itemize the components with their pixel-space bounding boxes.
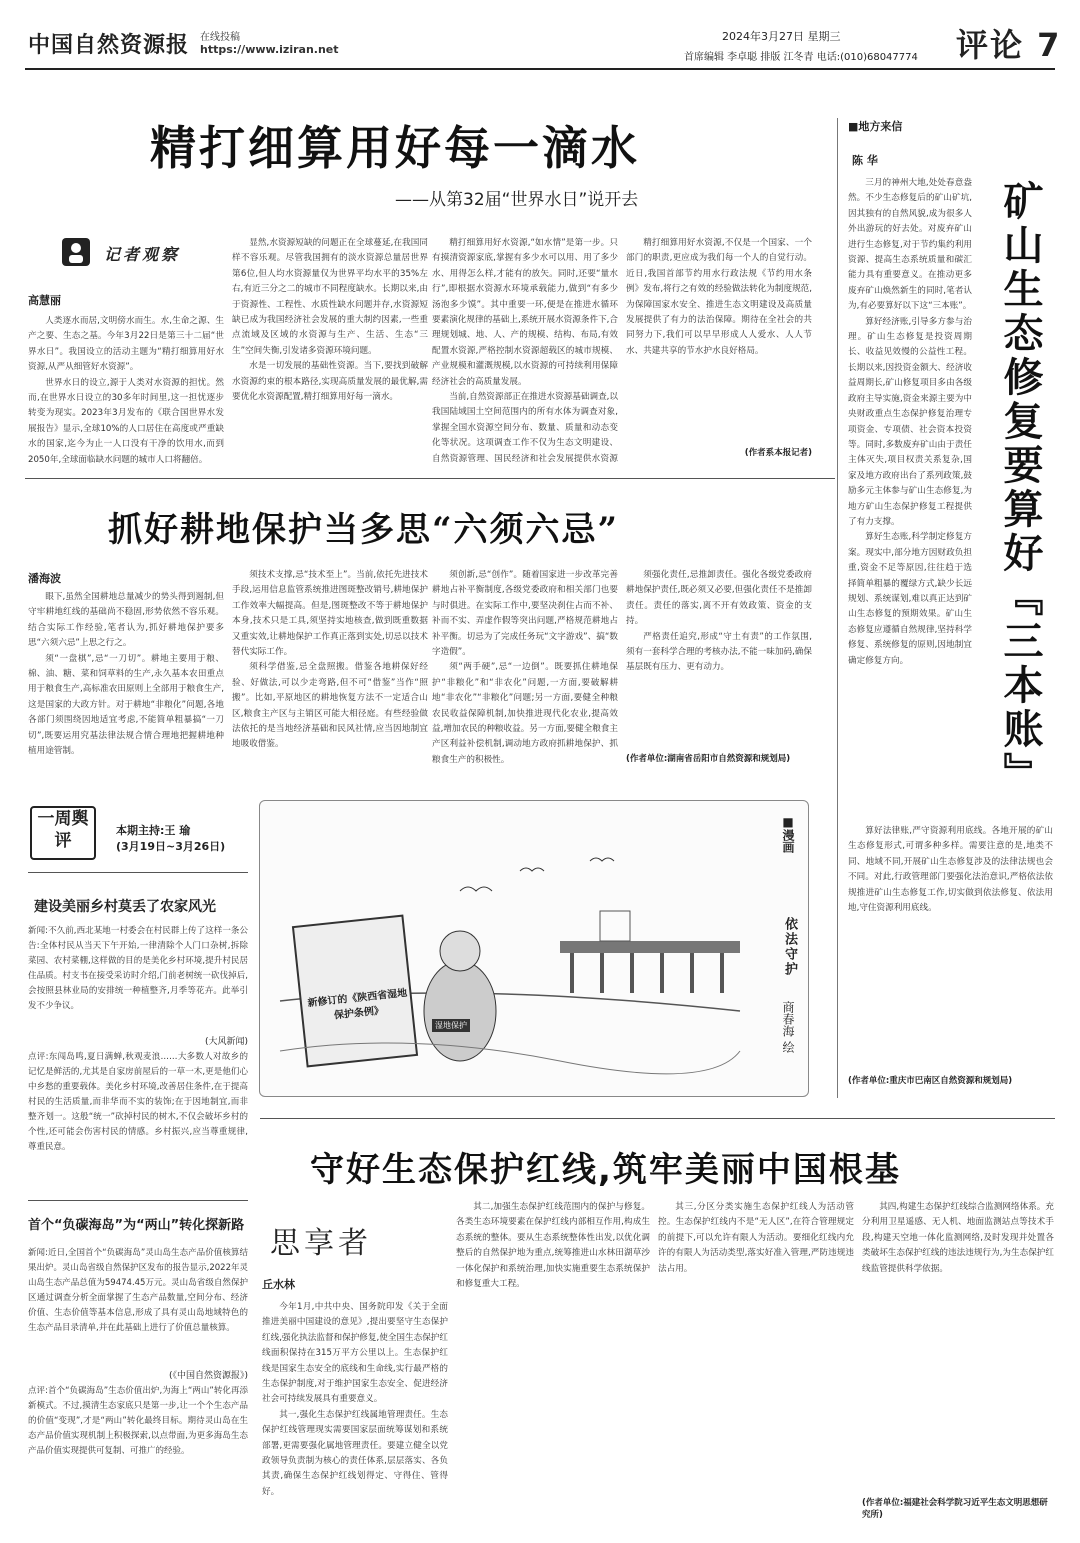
paragraph: 人类逐水而居,文明傍水而生。水,生命之源、生产之要、生态之基。今年3月22日是第三十二届“世界水日”。我国设立的活动主题为“精打细算用好水资源,从严从细管好水资源”。	[28, 316, 224, 373]
section-title: 评论 7	[956, 26, 1062, 64]
article3-col1	[262, 1300, 448, 1526]
cartoon-title: 依法守护	[782, 917, 797, 977]
sidebar-note: (作者单位:重庆市巴南区自然资源和规划局)	[848, 1076, 1013, 1086]
article2-col4	[626, 568, 812, 708]
cartoon-label: ■漫画	[781, 815, 795, 853]
paragraph: 眼下,虽然全国耕地总量减少的势头得到遏制,但守牢耕地红线的基础尚不稳固,形势依然不容乐观。结合实际工作经验,笔者认为,抓好耕地保护要多思“六须六忌”上思之行之。	[28, 592, 224, 649]
sidebar-title: 矿山生态修复要算好『三本账』	[997, 180, 1043, 796]
article3-note: (作者单位:福建社会科学院习近平生态文明思想研究所)	[862, 1498, 1048, 1520]
article3-title: 守好生态保护红线,筑牢美丽中国根基	[310, 1150, 901, 1190]
reporter-icon	[62, 238, 90, 266]
paragraph: 须科学借鉴,忌全盘照搬。借鉴各地耕保好经验、好做法,可以少走弯路,但不可“借鉴”当作“照搬”。比如,平原地区的耕地恢复方法不一定适合山区,粮食主产区与主销区可能大相径庭。有些经验做法依托的是当地经济基础和民风社情,应当因地制宜地吸收借鉴。	[232, 662, 428, 750]
article2-col1	[28, 590, 224, 790]
paragraph: 今年1月,中共中央、国务院印发《关于全面推进美丽中国建设的意见》,提出要坚守生态保护红线,强化执法监督和保护修复,使全国生态保护红线面积保持在315万平方公里以上。生态保护红线是国家生态安全的底线和生命线,实行最严格的生态保护制度,对于维护国家生态安全、促进经济社会可持续发展具有重要意义。	[262, 1302, 448, 1405]
brief1-title: 建设美丽乡村莫丢了农家风光	[34, 899, 216, 915]
article3-col2	[456, 1200, 650, 1526]
sidebar-author: 陈 华	[852, 154, 878, 167]
newspaper-name: 中国自然资源报	[28, 32, 190, 58]
brief1-comment: 点评:东闯岛鸣,夏日满蝉,秋观麦浪……大多数人对故乡的记忆是鲜活的,尤其是自家房前屋后的一草一木,更是他们心中乡愁的重要载体。美化乡村环境,改善居住条件,在于提高村民的生活质量,而非华而不实的装饰;在于因地制宜,而非整齐划一。这般“统一”砍掉村民的树木,不仅会破坏乡村的个性,还可能会伤害村民的情感。乡村振兴,应当尊重规律,尊重民意。	[28, 1052, 248, 1152]
article1-col4	[626, 236, 812, 446]
paragraph: 其一,强化生态保护红线属地管理责任。生态保护红线管理现实需要国家层面统筹谋划和系统部署,更需要强化属地管理责任。要建立健全以党政领导负责制为核心的责任体系,层层落实、各负其责,确保生态保护红线划得定、守得住、管得好。	[262, 1409, 448, 1497]
masthead-submit	[200, 32, 339, 56]
article2-title: 抓好耕地保护当多思“六须六忌”	[108, 510, 620, 550]
paragraph: 精打细算用好水资源,“如水情”是第一步。只有摸清资源家底,掌握有多少水可以用、用了多少水、用得怎么样,才能有的放矢。同时,还要“量水行”,即根据水资源水环境承载能力,做到“有多少汤泡多少馍”。其中重要一环,便是在推进水循环要素演化规律的基础上,系统开展水资源条件下,合理规划城、地、人、产的规模、结构、布局,有效配置水资源,严格控制水资源超载区的城市规模、产业规模和灌溉规模,以水资源的可持续利用保障经济社会的高质量发展。	[432, 238, 618, 387]
paragraph: 算好生态账,科学制定修复方案。现实中,部分地方因财政负担重,资金不足等原因,往往趋于选择简单粗暴的覆绿方式,缺少长远规划、系统谋划,难以真正达到矿山生态修复的预期效果。矿山生态修复应遵循自然规律,坚持科学修复、系统修复的原则,因地制宜确定修复方向。	[848, 532, 972, 666]
article3-column-label: 思享者	[270, 1226, 372, 1261]
paragraph: 当前,自然资源部正在推进水资源基础调查,以我国陆域国土空间范围内的所有水体为调查对象,掌握全国水资源空间分布、数量、质量和动态变化等状况。这项调查工作不仅为生态文明建设、自然资源管理、国民经济和社会发展提供水资源	[432, 392, 618, 464]
paragraph: 其二,加强生态保护红线范围内的保护与修复。各类生态环境要素在保护红线内部相互作用,构成生态系统的整体。要从生态系统整体性出发,以优化调整后的自然保护地为重点,统筹推进山水林田湖草沙一体化保护和系统治理,加快实施重要生态系统保护和修复重大工程。	[456, 1202, 650, 1290]
paragraph: 其三,分区分类实施生态保护红线人为活动管控。生态保护红线内不是“无人区”,在符合管理规定的前提下,可以允许有限人为活动。要细化红线内允许的有限人为活动类型,落实好准入管理,严防违规违法占用。	[658, 1202, 854, 1274]
sidebar-col-narrow	[848, 176, 972, 816]
sidebar-rule	[837, 118, 838, 1098]
article1-author: 高慧丽	[28, 294, 61, 307]
masthead-rule	[25, 68, 1055, 70]
sidebar-col-wide	[848, 824, 1053, 1070]
brief2-title: 首个“负碳海岛”为“两山”转化探新路	[28, 1218, 245, 1233]
paragraph: 须创新,忌“创作”。随着国家进一步改革完善耕地占补平衡制度,各级党委政府和相关部门也要与时俱进。在实际工作中,要坚决刹住占而不补、补而不实、弄虚作假等突出问题,严格规范耕地占补平衡。切忌为了完成任务玩“文字游戏”、搞“数字造假”。	[432, 570, 618, 658]
article2-col3	[432, 568, 618, 790]
paragraph: 须“两手硬”,忌“一边倒”。既要抓住耕地保护“非粮化”和“非农化”问题,一方面,要破解耕地“非农化”“非粮化”问题;另一方面,要健全种粮农民收益保障机制,加快推进现代化农业,提高效益,增加农民的种粮收益。另一方面,要健全粮食主产区利益补偿机制,调动地方政府抓耕地保护、抓粮食生产的积极性。	[432, 662, 618, 765]
brief1-source: (大风新闻)	[204, 1037, 248, 1047]
article1-col3	[432, 236, 618, 464]
divider	[25, 478, 835, 479]
issue-date: 2024年3月27日 星期三	[722, 30, 841, 43]
divider	[28, 1200, 248, 1201]
paragraph: 严格责任追究,形成“守土有责”的工作氛围,须有一套科学合理的考核办法,不能一味加码,确保基层既有压力、更有动力。	[626, 631, 812, 673]
cartoon-illustration	[260, 801, 760, 1091]
paragraph: 其四,构建生态保护红线综合监测网络体系。充分利用卫星遥感、无人机、地面监测站点等技术手段,构建天空地一体化监测网络,及时发现并处置各类破坏生态保护红线的违法违规行为,为生态保护红线监管提供科学依据。	[862, 1202, 1054, 1274]
divider	[260, 1118, 1055, 1119]
cartoon-artist: 商春海 绘	[781, 1001, 795, 1053]
article2-col2	[232, 568, 428, 790]
brief1-news: 新闻:不久前,西北某地一村委会在村民群上传了这样一条公告:全体村民从当天下午开始,一律清除个人门口杂树,拆除菜园、农村菜棚,这样做的目的是美化乡村环境,提升村民居住品质。村支书在接受采访时介绍,门前老树统一砍伐掉后,会按照县林业局的安排统一种植整齐,月季等花卉。此举引发不少争议。	[28, 926, 248, 1011]
column-label: 记者观察	[104, 245, 181, 264]
article3-col4	[862, 1200, 1054, 1490]
article1-col1	[28, 314, 224, 464]
paragraph: 算好经济账,引导多方参与治理。矿山生态修复是投资周期长、收益见效慢的公益性工程。长期以来,因投资金额大、经济收益周期长,矿山修复项目多由各级政府主导实施,资金来源主要为中央财政重点生态保护修复治理专项资金、专项债、社会资本投资等。同时,多数废弃矿山由于责任主体灭失,项目权责关系复杂,国家及地方政府出台了系列政策,鼓励多元主体参与矿山生态修复,为地方矿山生态保护修复工程提供了有力支撑。	[848, 316, 972, 527]
editor-line: 首席编辑 李卓聪 排版 江冬青 电话:(010)68047774	[684, 52, 918, 63]
paragraph: 水是一切发展的基础性资源。当下,要找到破解水资源约束的根本路径,实现高质量发展的最优解,需要优化水资源配置,精打细算用好每一滴水。	[232, 361, 428, 403]
article2-note: (作者单位:湖南省岳阳市自然资源和规划局)	[626, 754, 791, 764]
brief2-comment: 点评:首个“负碳海岛”生态价值出炉,为海上“两山”转化再添新模式。不过,摸清生态家底只是第一步,让一个个生态产品的价值“变现”,才是“两山”转化最终目标。期待灵山岛在生态产品价值实现机制上积极探索,以点带面,为更多海岛生态产品价值实现提供可复制、可推广的经验。	[28, 1386, 248, 1456]
cartoon-badge: 湿地保护	[432, 1019, 470, 1032]
weekly-badge: 一周舆评	[30, 806, 96, 860]
website-url[interactable]: https://www.iziran.net	[200, 43, 339, 56]
paragraph: 算好法律账,严守资源利用底线。各地开展的矿山生态修复形式,可谓多种多样。需要注意的是,地类不同、地域不同,开展矿山生态修复涉及的法律法规也会不同。对此,行政管理部门要强化法治意识,严格依法依规推进矿山生态修复工作,切实做到依法修复、依法用地,守住资源利用底线。	[848, 826, 1053, 914]
divider	[28, 872, 248, 873]
cartoon-box	[259, 800, 809, 1097]
sidebar-label: ■地方来信	[848, 120, 903, 133]
article3-col3	[658, 1200, 854, 1526]
paragraph: 世界水日的设立,源于人类对水资源的担忧。然而,在世界水日设立的30多年时间里,这一担忧逐步转变为现实。2023年3月发布的《联合国世界水发展报告》显示,全球10%的人口居住在高度或严重缺水的国家,迄今为止一人口没有干净的饮用水,而到2050年,全球面临缺水问题的城市人口将翻倍。	[28, 377, 224, 464]
article3-author: 丘水林	[262, 1278, 295, 1291]
paragraph: 须强化责任,忌推卸责任。强化各级党委政府耕地保护责任,既必须又必要,但强化责任不是推卸责任。责任的落实,离不开有效政策、资金的支持。	[626, 570, 812, 627]
paragraph: 须“一盘棋”,忌“一刀切”。耕地主要用于粮、棉、油、糖、菜和饲草料的生产,永久基本农田重点用于粮食生产,高标准农田原则上全部用于粮食生产,这是国家的大政方针。对于耕地“非粮化”问题,各地各部门须围绕因地适宜考虑,不能简单粗暴搞“一刀切”,既要运用究基法律法规合情合理地把握耕地种植用途管制。	[28, 653, 224, 757]
paragraph: 三月的神州大地,处处春意盎然。不少生态修复后的矿山矿坑,因其独有的自然风貌,成为很多人外出游玩的好去处。对废弃矿山进行生态修复,对于节约集约利用资源、提高生态系统质量和碳汇能力具有重要意义。在推动更多废弃矿山焕然新生的同时,笔者认为,有必要算好以下这“三本账”。	[848, 178, 972, 312]
article1-col2	[232, 236, 428, 464]
paragraph: 显然,水资源短缺的问题正在全球蔓延,在我国同样不容乐观。尽管我国拥有的淡水资源总量居世界第6位,但人均水资源量仅为世界平均水平的35%左右,有近三分之二的城市不同程度缺水。长期以来,由于资源性、工程性、水质性缺水问题并存,水资源短缺已成为我国经济社会发展的重大制约因素,一些重点流域及区域的水资源与生产、生活、生态“三生”空间失衡,引发诸多资源环境问题。	[232, 238, 428, 356]
weekly-host: 本期主持:王 瑜	[116, 824, 191, 837]
paragraph: 须技术支撑,忌“技术至上”。当前,依托先进技术手段,运用信息监管系统推进图斑整改销号,耕地保护工作效率大幅提高。但是,图斑整改不等于耕地保护本身,技术只是工具,须坚持实地核查,做到既重数据又重实效,让耕地保护工作真正落到实处,切忌以技术替代实际工作。	[232, 570, 428, 658]
article2-author: 潘海波	[28, 572, 61, 585]
article1-note: (作者系本报记者)	[744, 448, 812, 458]
brief2-source: (《中国自然资源报》)	[168, 1371, 248, 1381]
paragraph: 精打细算用好水资源,不仅是一个国家、一个部门的职责,更应成为我们每一个人的自觉行动。近日,我国首部节约用水行政法规《节约用水条例》发布,将行之有效的经验做法转化为制度规范,为保障国家水安全、推进生态文明建设及高质量发展提供了有力的法治保障。期待在全社会的共同努力下,我们可以早早形成人人爱水、人人节水、共建共享的节水护水良好格局。	[626, 238, 812, 356]
cartoon-book-text: 新修订的《陕西省湿地保护条例》	[307, 987, 408, 1022]
article1-title: 精打细算用好每一滴水	[150, 121, 640, 175]
weekly-range: (3月19日~3月26日)	[116, 840, 226, 853]
brief2-news: 新闻:近日,全国首个“负碳海岛”灵山岛生态产品价值核算结果出炉。灵山岛省级自然保护区发布的报告显示,2022年灵山岛生态产品总值为59474.45万元。灵山岛省级自然保护区通过调查分析全面掌握了生态产品数量,空间分布、经济价值、生态价值等基本信息,形成了具有灵山岛地域特色的生态产品目录清单,并在此基础上进行了价值总量核算。	[28, 1248, 248, 1333]
submit-label: 在线投稿	[200, 32, 240, 43]
article1-subtitle: ——从第32届“世界水日”说开去	[395, 190, 639, 210]
